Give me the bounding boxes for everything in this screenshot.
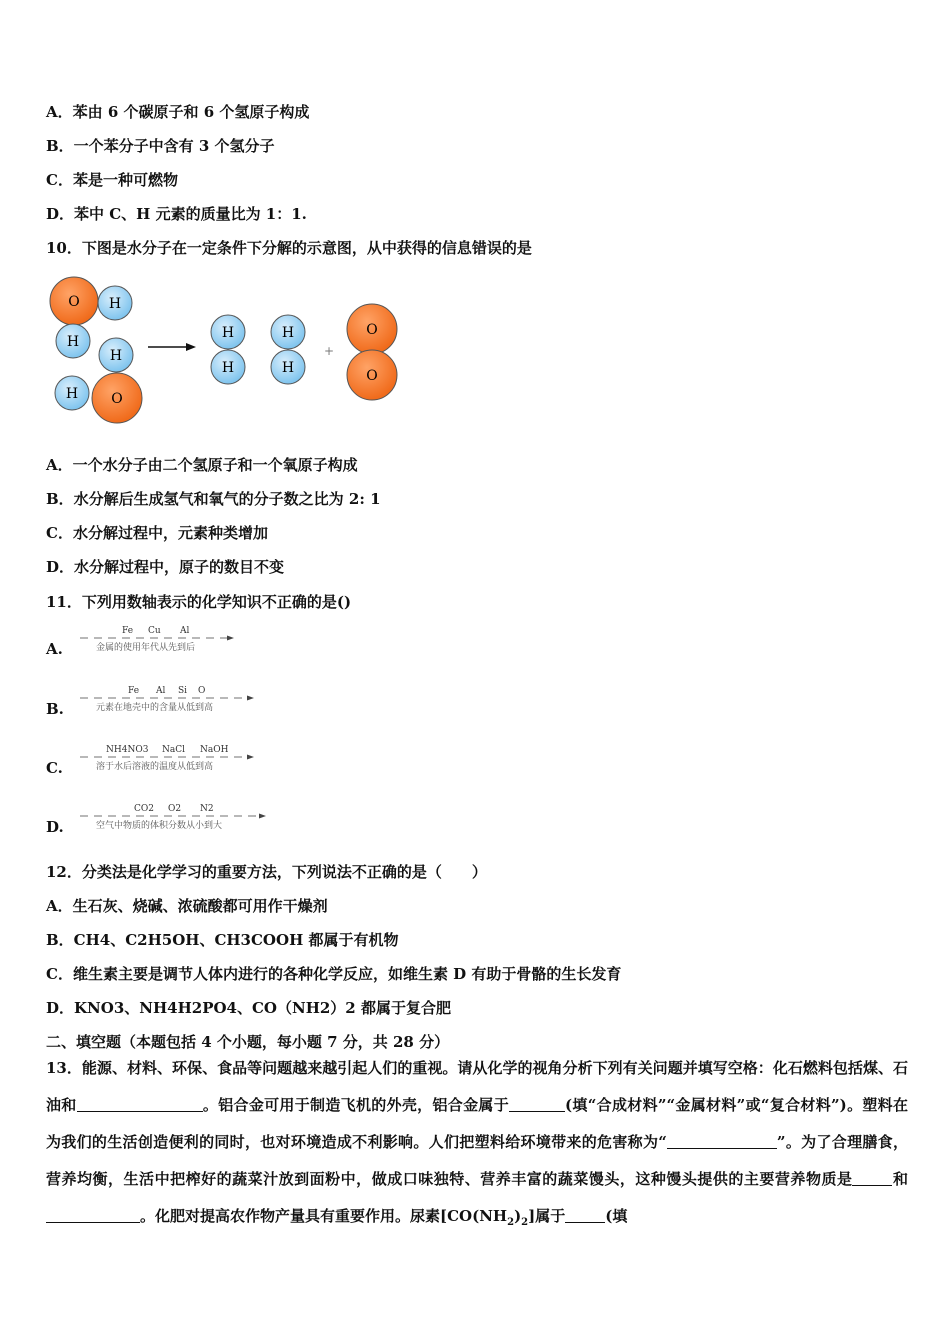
axis-caption: 空气中物质的体积分数从小到大: [96, 821, 223, 831]
axis-item: O2: [168, 804, 182, 814]
plus-sign: +: [324, 344, 335, 358]
atom-h-label: H: [65, 386, 79, 402]
oxygen-molecule: [347, 304, 397, 400]
atom-h-label: H: [221, 325, 235, 341]
axis-item: Al: [180, 626, 190, 636]
axis-item: O: [198, 686, 206, 696]
q11-option-a-label: A.: [46, 640, 63, 658]
answer-blank[interactable]: [667, 1134, 777, 1149]
q10-option-a: A．一个水分子由二个氢原子和一个氧原子构成: [46, 456, 358, 474]
atom-o-label: O: [366, 368, 378, 384]
answer-blank[interactable]: [46, 1208, 140, 1223]
q10-option-d: D．水分解过程中，原子的数目不变: [46, 558, 285, 576]
q12-option-b: B．CH4、C2H5OH、CH3COOH 都属于有机物: [46, 931, 399, 949]
q13-paragraph: 13．能源、材料、环保、食品等问题越来越引起人们的重视。请从化学的视角分析下列有关问题并填写空格：化石燃料包括煤、石油和 。铝合金可用于制造飞机的外壳，铝合金属于 (填“合成材料”“金属材料”或“复合材料”)。塑料在为我们的生活创造便利的同时，也对环境造成不利影响。人们把塑料给环境带来的危害称为“ ”。为了合理膳食，营养均衡，生活中把榨好的蔬菜汁放到面粉中，做成口味独特、营养丰富的蔬菜馒头，这种馒头提供的主要营养物质是 和。化肥对提高农作物产量具有重要作用。尿素$[CO(NH_2)_2]$属于 (填: [46, 1059, 908, 1228]
atom-h-label: H: [109, 348, 123, 364]
q11-option-c-label: C.: [46, 759, 63, 777]
section-heading: 二、填空题（本题包括 4 个小题，每小题 7 分，共 28 分）: [46, 1033, 450, 1051]
q12-stem: 12．分类法是化学学习的重要方法，下列说法不正确的是（ ）: [46, 863, 487, 881]
axis-caption: 元素在地壳中的含量从低到高: [96, 703, 214, 713]
axis-item: Cu: [148, 626, 161, 636]
atom-o-label: O: [111, 391, 123, 407]
q9-option-d: D．苯中 C、H 元素的质量比为 1：1.: [46, 205, 307, 223]
hydrogen-molecule-1: [211, 315, 245, 384]
answer-blank[interactable]: [852, 1171, 892, 1186]
q11-axis-c: [78, 745, 278, 779]
axis-item: NaCl: [162, 745, 186, 755]
atom-h-label: H: [108, 296, 122, 312]
water-decomposition-diagram: [46, 272, 406, 427]
q11-axis-a: [78, 626, 278, 660]
hydrogen-molecule-2: [271, 315, 305, 384]
q11-axis-d: [78, 804, 278, 838]
axis-item: Si: [178, 686, 188, 696]
atom-h-label: H: [66, 334, 80, 350]
axis-item: NaOH: [200, 745, 229, 755]
atom-h-label: H: [281, 360, 295, 376]
axis-item: Al: [156, 686, 166, 696]
q10-stem: 10．下图是水分子在一定条件下分解的示意图，从中获得的信息错误的是: [46, 239, 532, 257]
q12-option-a: A．生石灰、烧碱、浓硫酸都可用作干燥剂: [46, 897, 328, 915]
answer-blank[interactable]: [509, 1097, 565, 1112]
axis-item: Fe: [122, 626, 134, 636]
reaction-arrow: [148, 343, 196, 351]
q10-option-c: C．水分解过程中，元素种类增加: [46, 524, 268, 542]
axis-caption: 溶于水后溶液的温度从低到高: [96, 762, 214, 772]
q9-option-b: B．一个苯分子中含有 3 个氢分子: [46, 137, 275, 155]
q11-option-d-label: D.: [46, 818, 64, 836]
atom-h-label: H: [281, 325, 295, 341]
axis-caption: 金属的使用年代从先到后: [96, 643, 196, 653]
q10-option-b: B．水分解后生成氢气和氧气的分子数之比为 2: 1: [46, 490, 381, 508]
answer-blank[interactable]: [565, 1208, 605, 1223]
axis-item: CO2: [134, 804, 154, 814]
q11-axis-b: [78, 686, 278, 720]
axis-item: NH4NO3: [106, 745, 149, 755]
atom-o-label: O: [68, 294, 80, 310]
q12-option-d: D．KNO3、NH4H2PO4、CO（NH2）2 都属于复合肥: [46, 999, 451, 1017]
atom-o-label: O: [366, 322, 378, 338]
q11-stem: 11．下列用数轴表示的化学知识不正确的是(): [46, 593, 352, 611]
q12-option-c: C．维生素主要是调节人体内进行的各种化学反应，如维生素 D 有助于骨骼的生长发育: [46, 965, 622, 983]
answer-blank[interactable]: [77, 1097, 203, 1112]
q11-option-b-label: B.: [46, 700, 64, 718]
q9-option-a: A．苯由 6 个碳原子和 6 个氢原子构成: [46, 103, 310, 121]
axis-item: N2: [200, 804, 214, 814]
axis-item: Fe: [128, 686, 140, 696]
atom-h-label: H: [221, 360, 235, 376]
q9-option-c: C．苯是一种可燃物: [46, 171, 178, 189]
